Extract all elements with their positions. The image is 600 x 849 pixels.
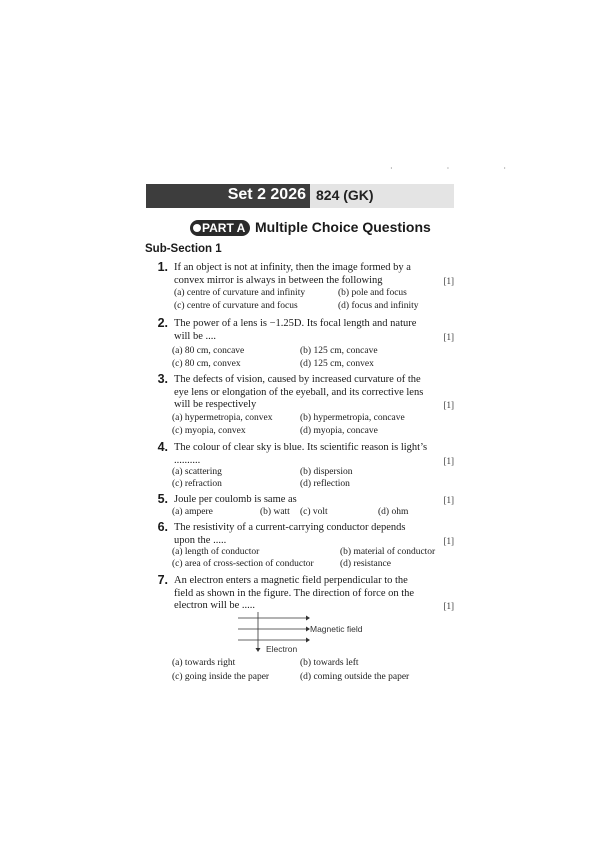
part-title: Multiple Choice Questions [255,219,431,235]
option-b: (b) towards left [300,658,359,668]
question-line: .......... [174,454,201,466]
subject-code: 824 (GK) [316,187,374,203]
question-line: will be .... [174,330,216,342]
question-number: 7. [157,573,168,587]
question-line: convex mirror is always in between the following [174,274,383,286]
question-line: An electron enters a magnetic field perpendicular to the [174,575,408,586]
option-d: (d) myopia, concave [300,426,378,436]
option-a: (a) ampere [172,507,213,517]
marks: [1] [443,535,454,546]
question-text [174,575,454,613]
marks: [1] [443,601,454,611]
option-d: (d) ohm [378,507,409,517]
marks: [1] [443,455,454,466]
option-b: (b) hypermetropia, concave [300,413,405,423]
marks: [1] [443,275,454,286]
option-d: (d) 125 cm, convex [300,359,374,369]
set-header-bar [146,184,454,208]
option-c: (c) going inside the paper [172,672,270,682]
option-b: (b) dispersion [300,467,353,477]
option-b: (b) watt [260,507,290,517]
question-line: If an object is not at infinity, then the image formed by a [174,262,411,273]
question-line: upon the ..... [174,534,227,546]
option-d: (d) resistance [340,559,391,569]
option-a: (a) scattering [172,467,222,477]
question-number: 6. [157,520,168,534]
set-label-block [146,184,310,208]
magnetic-field-figure [236,612,363,659]
field-label: Magnetic field [310,624,363,634]
question-text [174,318,454,343]
corner-marks: · · · [390,164,532,173]
question-number: 2. [157,316,168,330]
option-c: (c) 80 cm, convex [172,359,241,369]
question-line: eye lens or elongation of the eyeball, and its corrective lens [174,386,424,398]
marks: [1] [443,331,454,342]
part-badge [190,220,250,236]
option-a: (a) towards right [172,658,236,668]
option-b: (b) material of conductor [340,547,436,557]
question-number: 1. [157,260,168,274]
option-d: (d) reflection [300,479,350,489]
part-badge-label: PART A [202,221,246,235]
question-line: The resistivity of a current-carrying conductor depends [174,522,406,533]
question-line: The defects of vision, caused by increased curvature of the [174,374,421,385]
question-line: The power of a lens is −1.25D. Its focal length and nature [174,318,417,329]
question-number: 5. [157,492,168,506]
question-line: field as shown in the figure. The direction of force on the [174,587,415,599]
question-line: The colour of clear sky is blue. Its scientific reason is light’s [174,442,428,453]
subsection-heading: Sub-Section 1 [145,243,222,255]
option-c: (c) area of cross-section of conductor [172,559,314,569]
question-text [174,442,454,467]
option-a: (a) centre of curvature and infinity [174,288,306,298]
option-b: (b) pole and focus [338,288,407,298]
option-c: (c) refraction [172,479,222,489]
set-label: Set 2 2026 [227,186,306,203]
option-d: (d) focus and infinity [338,301,419,311]
question-line: Joule per coulomb is same as [174,494,297,505]
option-b: (b) 125 cm, concave [300,346,378,356]
question-text [174,262,454,287]
option-a: (a) 80 cm, concave [172,346,245,356]
marks: [1] [443,495,454,505]
question-line: will be respectively [174,399,257,410]
option-c: (c) volt [300,507,328,517]
question-number: 3. [157,372,168,386]
electron-label: Electron [266,644,298,654]
question-text [174,494,454,507]
question-number: 4. [157,440,168,454]
option-c: (c) centre of curvature and focus [174,301,298,311]
option-d: (d) coming outside the paper [300,672,410,682]
question-line: electron will be ..... [174,600,256,611]
question-text [174,374,454,412]
question-text [174,522,454,547]
option-a: (a) hypermetropia, convex [172,413,273,423]
marks: [1] [443,400,454,410]
option-c: (c) myopia, convex [172,426,246,436]
option-a: (a) length of conductor [172,547,260,557]
